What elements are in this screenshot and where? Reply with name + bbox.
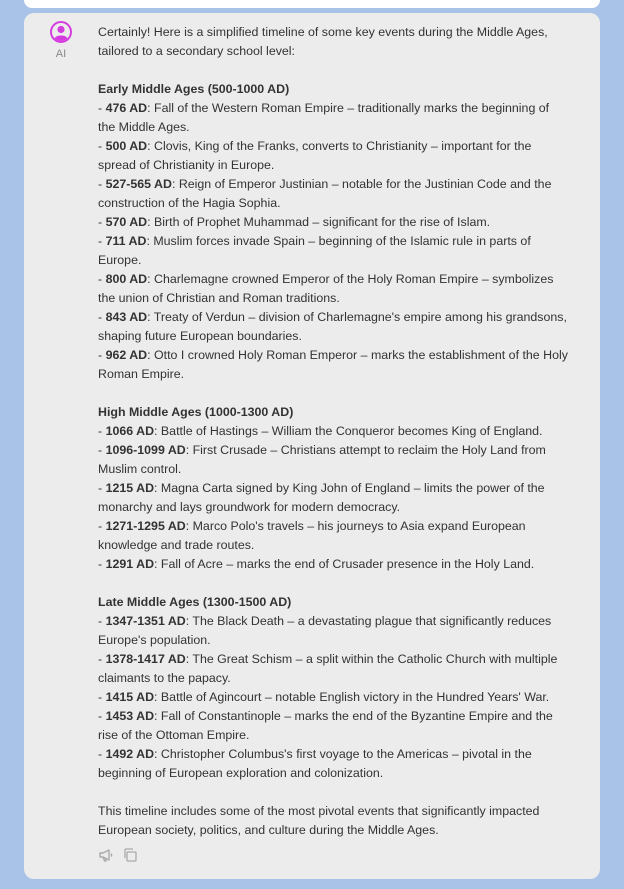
event-date: 800 AD	[105, 272, 148, 286]
event-date: 1096-1099 AD	[105, 443, 186, 457]
timeline-event: - 800 AD: Charlemagne crowned Emperor of the Holy Roman Empire – symbolizes the union of Christian and Roman traditions.	[98, 272, 554, 305]
timeline-event: - 570 AD: Birth of Prophet Muhammad – significant for the rise of Islam.	[98, 215, 491, 229]
event-date: 1347-1351 AD	[105, 614, 186, 628]
event-date: 527-565 AD	[105, 177, 172, 191]
sender-label: AI	[55, 48, 67, 60]
event-description: : Magna Carta signed by King John of England – limits the power of the monarchy and lays groundwork for modern democracy.	[98, 481, 545, 514]
event-date: 1378-1417 AD	[105, 652, 186, 666]
timeline-event: - 711 AD: Muslim forces invade Spain – beginning of the Islamic rule in parts of Europe.	[98, 234, 531, 267]
timeline-event: - 1215 AD: Magna Carta signed by King John of England – limits the power of the monarchy and lays groundwork for modern democracy.	[98, 481, 545, 514]
event-description: : First Crusade – Christians attempt to reclaim the Holy Land from Muslim control.	[98, 443, 546, 476]
event-description: : The Great Schism – a split within the Catholic Church with multiple claimants to the papacy.	[98, 652, 558, 685]
message-content	[98, 23, 568, 840]
event-date: 500 AD	[105, 139, 148, 153]
previous-message-card	[24, 0, 600, 8]
event-date: 962 AD	[105, 348, 148, 362]
timeline-event: - 1453 AD: Fall of Constantinople – marks the end of the Byzantine Empire and the rise of the Ottoman Empire.	[98, 709, 553, 742]
event-description: : Fall of the Western Roman Empire – traditionally marks the beginning of the Middle Ages.	[98, 101, 550, 134]
event-date: 1271-1295 AD	[105, 519, 186, 533]
timeline-event: - 1347-1351 AD: The Black Death – a devastating plague that significantly reduces Europe's population.	[98, 614, 552, 647]
copy-icon[interactable]	[122, 847, 138, 863]
timeline-event: - 1066 AD: Battle of Hastings – William the Conqueror becomes King of England.	[98, 424, 543, 438]
section-heading: High Middle Ages (1000-1300 AD)	[98, 405, 294, 419]
section-heading: Early Middle Ages (500-1000 AD)	[98, 82, 290, 96]
timeline-sections	[98, 80, 568, 802]
timeline-event: - 1271-1295 AD: Marco Polo's travels – his journeys to Asia expand European knowledge and trade routes.	[98, 519, 526, 552]
intro-text: Certainly! Here is a simplified timeline of some key events during the Middle Ages, tailored to a secondary school level:	[98, 25, 548, 58]
event-date: 1291 AD	[105, 557, 155, 571]
event-date: 1215 AD	[105, 481, 155, 495]
message-actions	[98, 847, 138, 863]
event-description: : Marco Polo's travels – his journeys to Asia expand European knowledge and trade routes.	[98, 519, 526, 552]
timeline-event: - 1492 AD: Christopher Columbus's first voyage to the Americas – pivotal in the beginning of European exploration and colonization.	[98, 747, 532, 780]
outro-text: This timeline includes some of the most pivotal events that significantly impacted European society, politics, and culture during the Middle Ages.	[98, 804, 540, 837]
timeline-event: - 1378-1417 AD: The Great Schism – a split within the Catholic Church with multiple claimants to the papacy.	[98, 652, 558, 685]
event-description: : Otto I crowned Holy Roman Emperor – marks the establishment of the Holy Roman Empire.	[98, 348, 568, 381]
timeline-event: - 1415 AD: Battle of Agincourt – notable English victory in the Hundred Years' War.	[98, 690, 550, 704]
timeline-event: - 1291 AD: Fall of Acre – marks the end of Crusader presence in the Holy Land.	[98, 557, 535, 571]
section-heading: Late Middle Ages (1300-1500 AD)	[98, 595, 292, 609]
timeline-event: - 843 AD: Treaty of Verdun – division of Charlemagne's empire among his grandsons, shaping future European boundaries.	[98, 310, 567, 343]
event-date: 711 AD	[105, 234, 147, 248]
event-description: : The Black Death – a devastating plague that significantly reduces Europe's population.	[98, 614, 552, 647]
event-description: : Muslim forces invade Spain – beginning of the Islamic rule in parts of Europe.	[98, 234, 531, 267]
event-description: : Reign of Emperor Justinian – notable for the Justinian Code and the construction of the Hagia Sophia.	[98, 177, 552, 210]
event-description: : Fall of Constantinople – marks the end of the Byzantine Empire and the rise of the Ottoman Empire.	[98, 709, 553, 742]
event-description: : Christopher Columbus's first voyage to the Americas – pivotal in the beginning of European exploration and colonization.	[98, 747, 532, 780]
event-date: 1415 AD	[105, 690, 155, 704]
event-description: : Treaty of Verdun – division of Charlemagne's empire among his grandsons, shaping future European boundaries.	[98, 310, 567, 343]
ai-message-card	[24, 13, 600, 879]
event-description: : Birth of Prophet Muhammad – significant for the rise of Islam.	[147, 215, 491, 229]
timeline-event: - 527-565 AD: Reign of Emperor Justinian – notable for the Justinian Code and the construction of the Hagia Sophia.	[98, 177, 552, 210]
timeline-event: - 962 AD: Otto I crowned Holy Roman Emperor – marks the establishment of the Holy Roman Empire.	[98, 348, 568, 381]
event-description: : Clovis, King of the Franks, converts to Christianity – important for the spread of Christianity in Europe.	[98, 139, 532, 172]
event-date: 1066 AD	[105, 424, 155, 438]
event-date: 843 AD	[105, 310, 148, 324]
event-date: 476 AD	[105, 101, 148, 115]
megaphone-icon[interactable]	[98, 847, 114, 863]
event-description: : Battle of Hastings – William the Conqueror becomes King of England.	[154, 424, 543, 438]
event-date: 1453 AD	[105, 709, 155, 723]
timeline-event: - 500 AD: Clovis, King of the Franks, converts to Christianity – important for the spread of Christianity in Europe.	[98, 139, 532, 172]
event-description: : Fall of Acre – marks the end of Crusader presence in the Holy Land.	[154, 557, 535, 571]
event-date: 570 AD	[105, 215, 148, 229]
event-description: : Battle of Agincourt – notable English victory in the Hundred Years' War.	[154, 690, 550, 704]
timeline-event: - 1096-1099 AD: First Crusade – Christians attempt to reclaim the Holy Land from Muslim control.	[98, 443, 546, 476]
ai-avatar-icon	[50, 21, 72, 43]
event-date: 1492 AD	[105, 747, 155, 761]
timeline-event: - 476 AD: Fall of the Western Roman Empire – traditionally marks the beginning of the Middle Ages.	[98, 101, 550, 134]
event-description: : Charlemagne crowned Emperor of the Holy Roman Empire – symbolizes the union of Christian and Roman traditions.	[98, 272, 554, 305]
